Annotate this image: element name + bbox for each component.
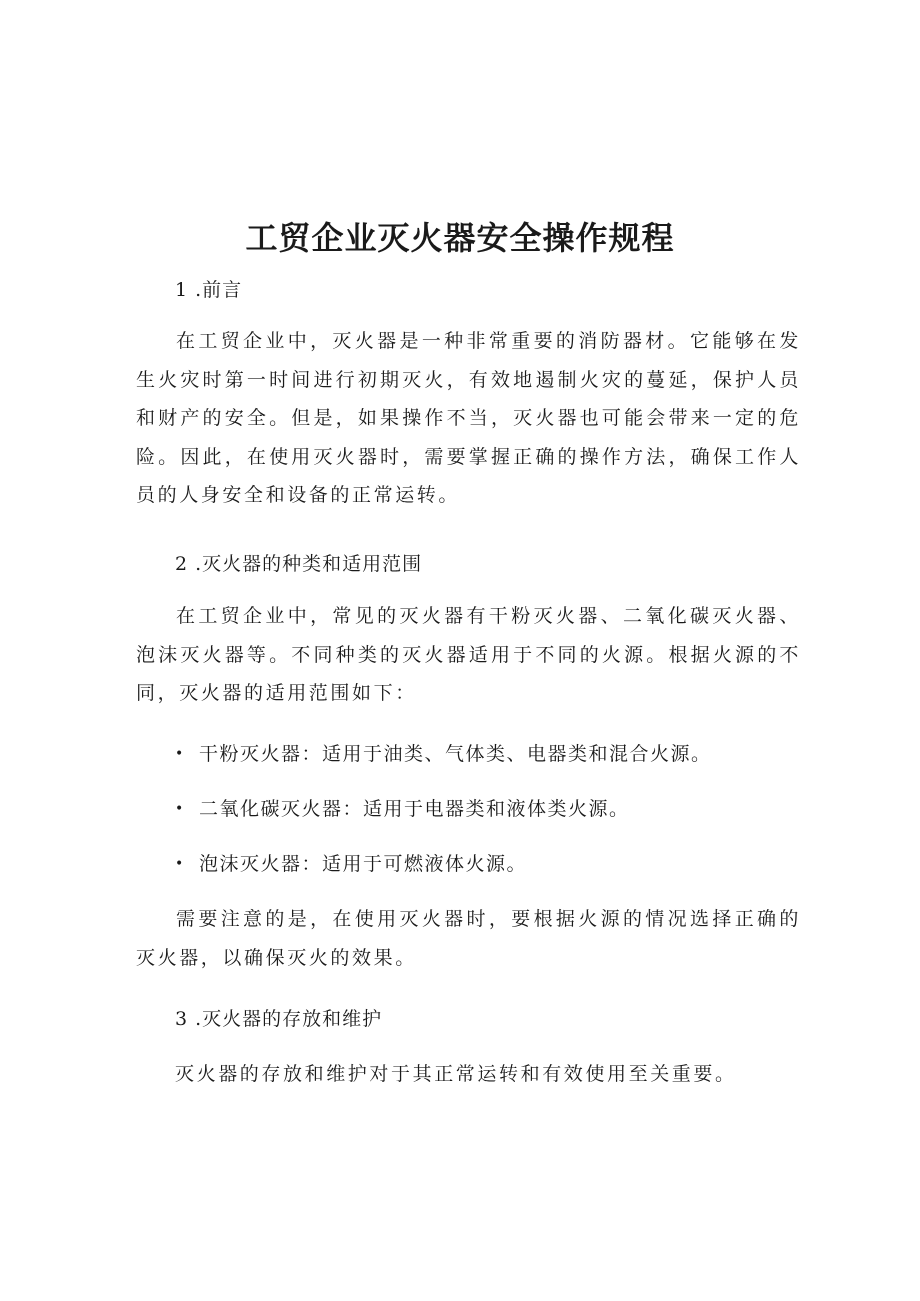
- list-item-text: 泡沫灭火器：适用于可燃液体火源。: [199, 853, 528, 875]
- list-item-text: 二氧化碳灭火器：适用于电器类和液体类火源。: [199, 798, 630, 820]
- list-item: [175, 741, 712, 767]
- section-paragraph-1: 在工贸企业中，灭火器是一种非常重要的消防器材。它能够在发生火灾时第一时间进行初期灭火，有效地遏制火灾的蔓延，保护人员和财产的安全。但是，如果操作不当，灭火器也可能会带来一定的危险。因此，在使用灭火器时，需要掌握正确的操作方法，确保工作人员的人身安全和设备的正常运转。: [136, 330, 801, 506]
- section-heading-3: 3 .灭火器的存放和维护: [175, 1008, 383, 1030]
- list-item: [175, 851, 527, 877]
- bullet-dot-icon: •: [175, 856, 185, 872]
- section-note-2: 需要注意的是，在使用灭火器时，要根据火源的情况选择正确的灭火器，以确保灭火的效果。: [136, 908, 801, 969]
- section-heading-2: 2 .灭火器的种类和适用范围: [175, 553, 423, 575]
- list-item-text: 干粉灭火器：适用于油类、气体类、电器类和混合火源。: [199, 743, 712, 765]
- section-paragraph-2: 在工贸企业中，常见的灭火器有干粉灭火器、二氧化碳灭火器、泡沫灭火器等。不同种类的灭火器适用于不同的火源。根据火源的不同，灭火器的适用范围如下：: [136, 605, 801, 704]
- section-heading-1: 1 .前言: [175, 279, 243, 301]
- document-title: 工贸企业灭火器安全操作规程: [245, 219, 675, 257]
- list-item: [175, 796, 630, 822]
- bullet-dot-icon: •: [175, 746, 185, 762]
- section-paragraph-3: 灭火器的存放和维护对于其正常运转和有效使用至关重要。: [175, 1063, 737, 1085]
- bullet-dot-icon: •: [175, 801, 185, 817]
